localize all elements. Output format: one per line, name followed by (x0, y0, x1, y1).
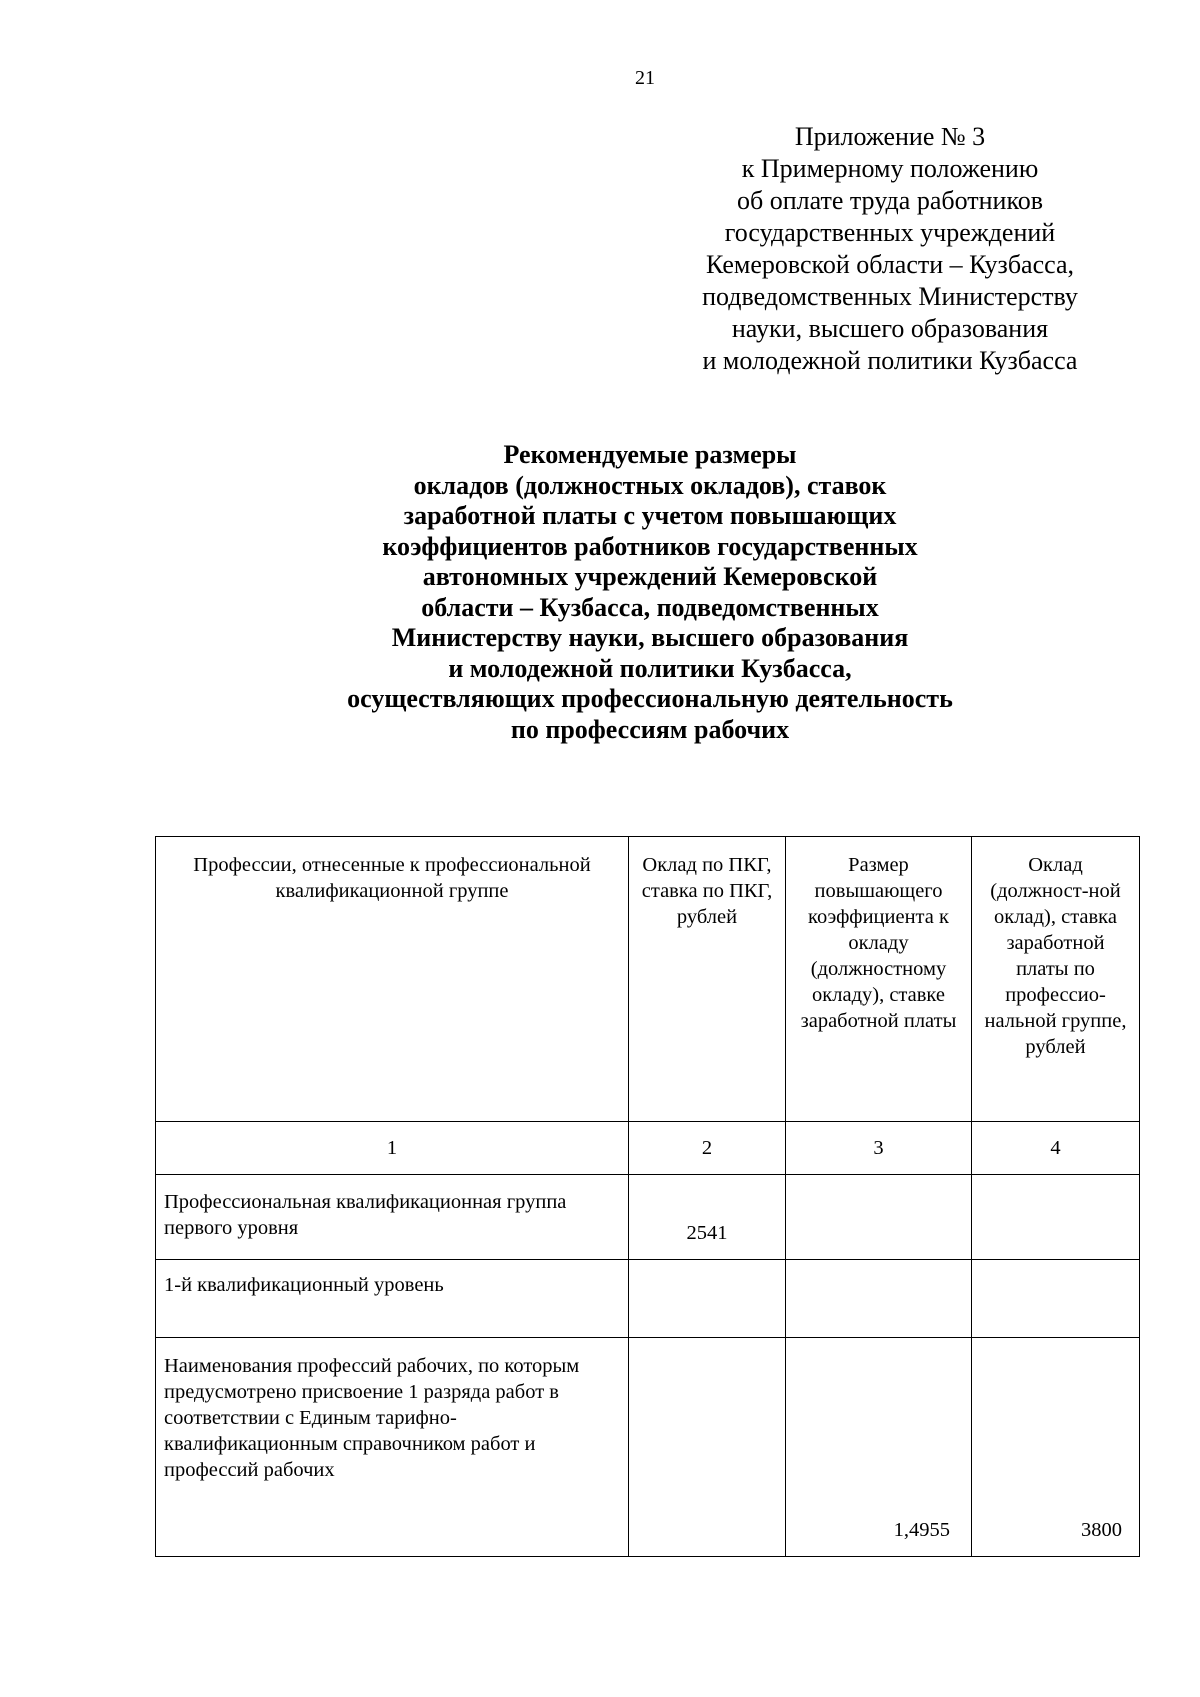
table-header-row (156, 837, 1140, 1122)
title-line: Министерству науки, высшего образования (391, 623, 909, 652)
table-column-numbers-row (156, 1122, 1140, 1175)
appendix-line: Кемеровской области – Кузбасса, (705, 250, 1075, 279)
row-name: Наименования профессий рабочих, по которым предусмотрено присвоение 1 разряда работ в соответствии с Единым тарифно-квалификационным справочником работ и профессий рабочих (156, 1338, 629, 1557)
appendix-line: к Примерному положению (741, 154, 1039, 183)
header-pkg-salary: Оклад по ПКГ, ставка по ПКГ, рублей (629, 837, 786, 1122)
appendix-line: подведомственных Министерству (702, 282, 1078, 311)
row-coefficient (786, 1260, 972, 1338)
row-name: 1-й квалификационный уровень (156, 1260, 629, 1338)
row-salary (972, 1260, 1140, 1338)
title-line: и молодежной политики Кузбасса, (448, 653, 852, 683)
title-line: автономных учреждений Кемеровской (422, 562, 878, 591)
title-line: Рекомендуемые размеры (503, 440, 797, 469)
header-salary: Оклад (должност-ной оклад), ставка заработной платы по профессио-нальной группе, рублей (972, 837, 1140, 1122)
appendix-line: государственных учреждений (724, 218, 1056, 247)
row-salary-pkg (629, 1260, 786, 1338)
title-line: области – Кузбасса, подведомственных (421, 592, 879, 622)
column-number: 2 (629, 1122, 786, 1175)
header-professions: Профессии, отнесенные к профессиональной квалификационной группе (156, 837, 629, 1122)
row-salary (972, 1175, 1140, 1260)
appendix-header (640, 121, 1140, 377)
table-row (156, 1175, 1140, 1260)
table-row (156, 1260, 1140, 1338)
title-line: окладов (должностных окладов), ставок (413, 470, 887, 500)
document-title (220, 440, 1080, 745)
column-number: 3 (786, 1122, 972, 1175)
row-salary: 3800 (972, 1338, 1140, 1557)
row-coefficient: 1,4955 (786, 1338, 972, 1557)
title-line: коэффициентов работников государственных (382, 531, 918, 561)
appendix-line: об оплате труда работников (736, 186, 1044, 215)
row-salary-pkg: 2541 (629, 1175, 786, 1260)
row-name: Профессиональная квалификационная группа первого уровня (156, 1175, 629, 1260)
page-number: 21 (635, 67, 655, 89)
title-line: по профессиям рабочих (510, 714, 790, 744)
appendix-line: науки, высшего образования (731, 314, 1049, 343)
header-coefficient: Размер повышающего коэффициента к окладу (должностному окладу), ставке заработной платы (786, 837, 972, 1122)
column-number: 1 (156, 1122, 629, 1175)
title-line: осуществляющих профессиональную деятельность (347, 684, 953, 713)
row-coefficient (786, 1175, 972, 1260)
title-line: заработной платы с учетом повышающих (403, 501, 897, 530)
rates-table (155, 836, 1140, 1557)
column-number: 4 (972, 1122, 1140, 1175)
appendix-line: и молодежной политики Кузбасса (702, 346, 1078, 375)
table-row (156, 1338, 1140, 1557)
appendix-line: Приложение № 3 (794, 122, 986, 151)
row-salary-pkg (629, 1338, 786, 1557)
